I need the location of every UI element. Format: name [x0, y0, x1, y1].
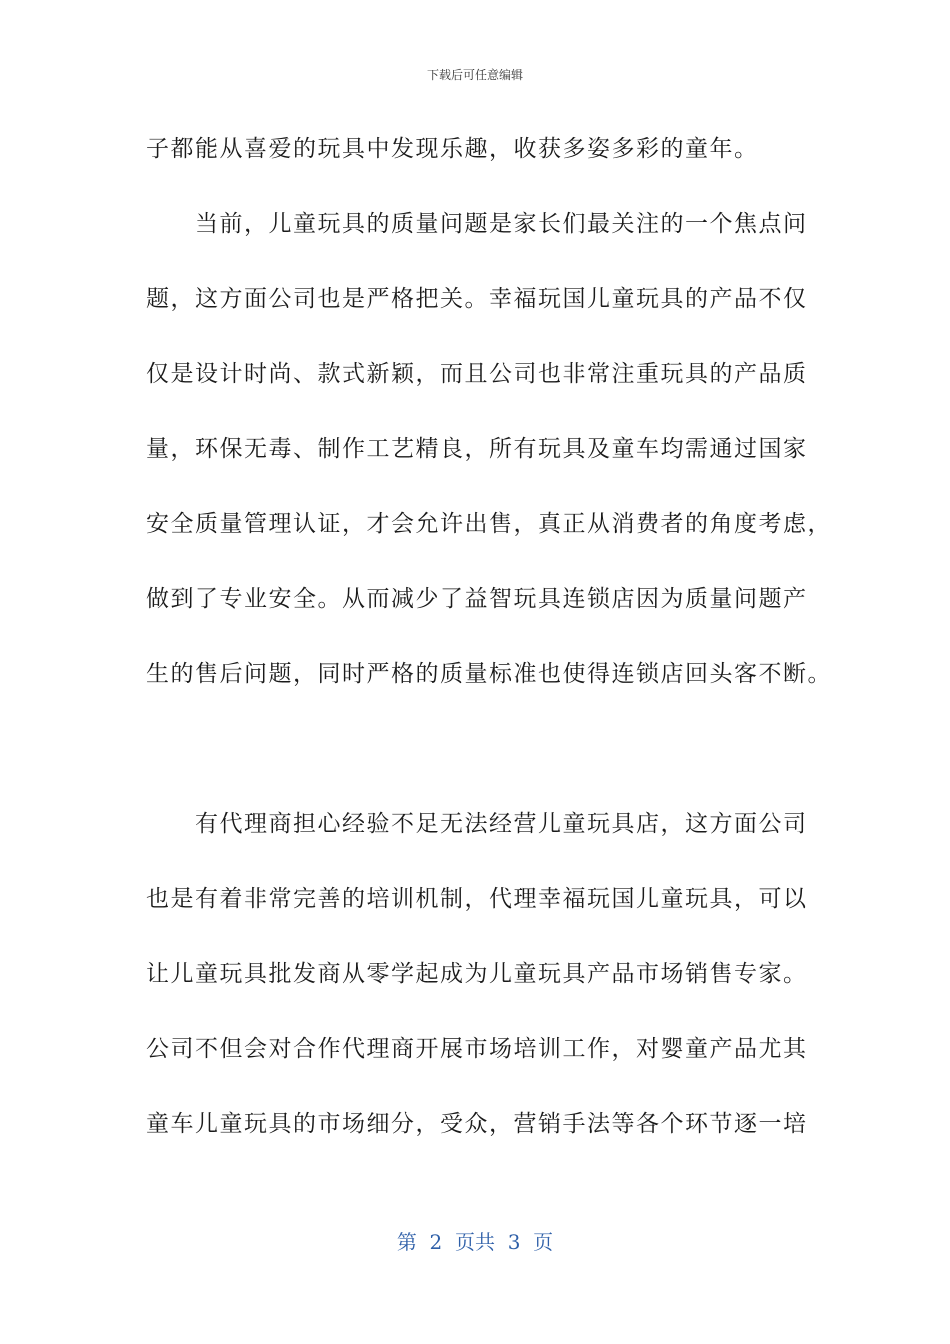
body-line: 当前，儿童玩具的质量问题是家长们最关注的一个焦点问	[146, 211, 808, 237]
body-line: 题，这方面公司也是严格把关。幸福玩国儿童玩具的产品不仅	[146, 286, 808, 312]
body-line: 童车儿童玩具的市场细分，受众，营销手法等各个环节逐一培	[146, 1111, 808, 1137]
body-line: 做到了专业安全。从而减少了益智玩具连锁店因为质量问题产	[146, 586, 808, 612]
body-line: 仅是设计时尚、款式新颖，而且公司也非常注重玩具的产品质	[146, 361, 808, 387]
body-line: 量，环保无毒、制作工艺精良，所有玩具及童车均需通过国家	[146, 436, 808, 462]
body-line: 子都能从喜爱的玩具中发现乐趣，收获多姿多彩的童年。	[146, 136, 759, 162]
body-line: 有代理商担心经验不足无法经营儿童玩具店，这方面公司	[146, 811, 808, 837]
body-line: 也是有着非常完善的培训机制，代理幸福玩国儿童玩具，可以	[146, 886, 808, 912]
body-line: 公司不但会对合作代理商开展市场培训工作，对婴童产品尤其	[146, 1036, 808, 1062]
body-line: 安全质量管理认证，才会允许出售，真正从消费者的角度考虑，	[146, 511, 832, 537]
body-line: 让儿童玩具批发商从零学起成为儿童玩具产品市场销售专家。	[146, 961, 808, 987]
page-header: 下载后可任意编辑	[426, 68, 523, 82]
body-line: 生的售后问题，同时严格的质量标准也使得连锁店回头客不断。	[146, 661, 832, 687]
page-number-footer: 第 2 页共 3 页	[396, 1230, 554, 1254]
